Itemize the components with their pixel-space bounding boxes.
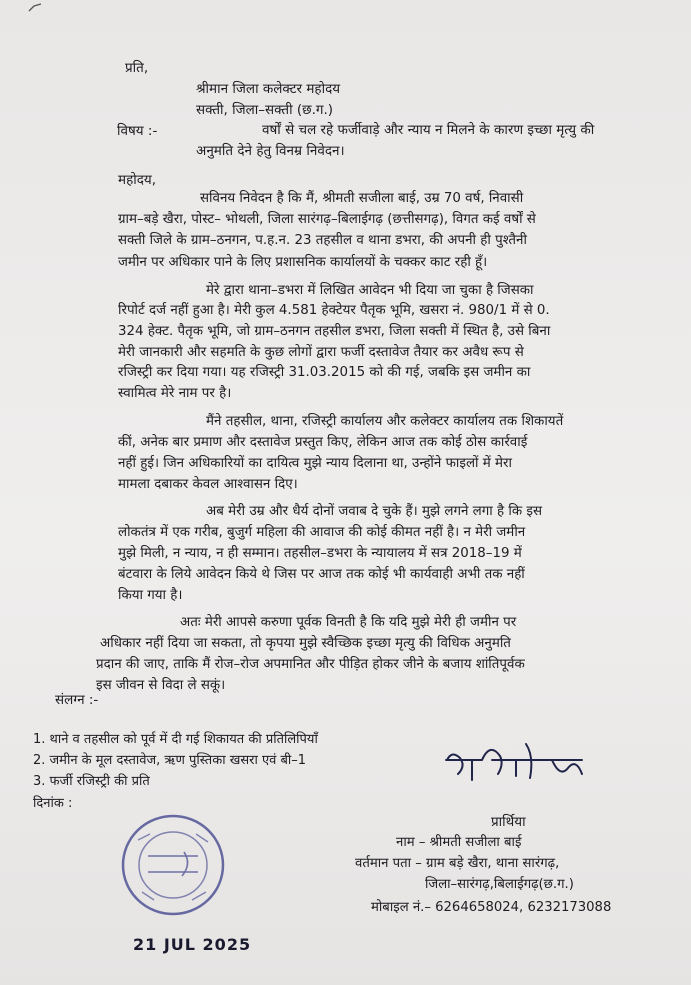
body-line: सविनय निवेदन है कि मैं, श्रीमती सजीला बाई, उम्र 70 वर्ष, निवासी — [200, 191, 524, 206]
body-line: प्रदान की जाए, ताकि मैं रोज–रोज अपमानित और पीड़ित होकर जीने के बजाय शांतिपूर्वक — [96, 657, 525, 672]
body-line: रजिस्ट्री कर दिया गया। यह रजिस्ट्री 31.03.2015 को की गई, जबकि इस जमीन का — [118, 365, 531, 380]
body-line: स्वामित्व मेरे नाम पर है। — [118, 386, 232, 401]
office-stamp — [118, 812, 228, 918]
body-line: रिपोर्ट दर्ज नहीं हुआ है। मेरी कुल 4.581 हेक्टेयर पैतृक भूमि, खसरा नं. 980/1 में से 0. — [118, 303, 550, 318]
applicant-title: प्रार्थिया — [491, 814, 526, 830]
addressee-line-2: सक्ती, जिला–सक्ती (छ.ग.) — [196, 102, 334, 118]
body-line: 324 हेक्ट. पैतृक भूमि, जो ग्राम–ठनगन तहसील डभरा, जिला सक्ती में स्थित है, उसे बिना — [118, 324, 551, 339]
applicant-mobile: मोबाइल नं.– 6264658024, 6232173088 — [371, 900, 612, 915]
body-line: इस जीवन से विदा ले सकूं। — [96, 678, 226, 693]
body-line: बंटवारा के लिये आवेदन किये थे जिस पर आज तक कोई भी कार्यवाही अभी तक नहीं — [118, 567, 525, 582]
salutation-to: प्रति, — [125, 60, 149, 76]
body-line: किया गया है। — [118, 588, 183, 603]
applicant-name: नाम – श्रीमती सजीला बाई — [396, 835, 522, 850]
body-line: अतः मेरी आपसे करुणा पूर्वक विनती है कि यदि मुझे मेरी ही जमीन पर — [180, 615, 517, 630]
attachments-label: संलग्न :- — [55, 692, 99, 708]
subject-line-2: अनुमति देने हेतु विनम्र निवेदन। — [196, 143, 345, 159]
received-date-stamp: 21 JUL 2025 — [133, 935, 252, 954]
addressee-line-1: श्रीमान जिला कलेक्टर महोदय — [196, 81, 341, 97]
body-line: सक्ती जिले के ग्राम–ठनगन, प.ह.न. 23 तहसील व थाना डभरा, की अपनी ही पुश्तैनी — [118, 233, 527, 248]
body-line: मैंने तहसील, थाना, रजिस्ट्री कार्यालय और कलेक्टर कार्यालय तक शिकायतें — [206, 414, 564, 429]
body-line: अधिकार नहीं दिया जा सकता, तो कृपया मुझे स्वैच्छिक इच्छा मृत्यु की विधिक अनुमति — [100, 636, 511, 651]
body-line: मुझे मिली, न न्याय, न ही सम्मान। तहसील–डभरा के न्यायालय में सत्र 2018–19 में — [118, 546, 522, 561]
subject-line-1: वर्षों से चल रहे फर्जीवाड़े और न्याय न मिलने के कारण इच्छा मृत्यु की — [262, 122, 595, 138]
corner-mark — [28, 3, 42, 14]
subject-label: विषय :- — [117, 123, 158, 139]
handwritten-signature — [442, 730, 592, 790]
body-line: अब मेरी उम्र और धैर्य दोनों जवाब दे चुके हैं। मुझे लगने लगा है कि इस — [206, 504, 543, 519]
applicant-address-2: जिला–सारंगढ़,बिलाईगढ़(छ.ग.) — [425, 877, 574, 892]
body-line: मेरे द्वारा थाना–डभरा में लिखित आवेदन भी दिया जा चुका है जिसका — [206, 283, 534, 298]
body-line: जमीन पर अधिकार पाने के लिए प्रशासनिक कार्यालयों के चक्कर काट रही हूँ। — [118, 255, 488, 270]
applicant-address-1: वर्तमान पता – ग्राम बड़े खैरा, थाना सारंगढ़, — [355, 856, 560, 871]
body-line: लोकतंत्र में एक गरीब, बुजुर्ग महिला की आवाज की कोई कीमत नहीं है। न मेरी जमीन — [118, 525, 526, 540]
body-line: कीं, अनेक बार प्रमाण और दस्तावेज प्रस्तुत किए, लेकिन आज तक कोई ठोस कार्रवाई — [118, 435, 528, 450]
body-line: ग्राम–बड़े खैरा, पोस्ट– भोथली, जिला सारंगढ़–बिलाईगढ़ (छत्तीसगढ़), विगत कई वर्षों से — [118, 212, 536, 227]
attachment-item: 1. थाने व तहसील को पूर्व में दी गई शिकायत की प्रतिलिपियाँ — [33, 732, 318, 747]
attachment-item: 3. फर्जी रजिस्ट्री की प्रति — [33, 774, 150, 789]
body-line: नहीं हुई। जिन अधिकारियों का दायित्व मुझे न्याय दिलाना था, उन्होंने फाइलों में मेरा — [118, 456, 512, 471]
date-label: दिनांक : — [33, 796, 73, 811]
greeting: महोदय, — [118, 172, 157, 188]
body-line: मामला दबाकर केवल आश्वासन दिए। — [118, 477, 298, 492]
attachment-item: 2. जमीन के मूल दस्तावेज, ऋण पुस्तिका खसरा एवं बी–1 — [33, 753, 307, 768]
body-line: मेरी जानकारी और सहमति के कुछ लोगों द्वारा फर्जी दस्तावेज तैयार कर अवैध रूप से — [118, 345, 524, 360]
